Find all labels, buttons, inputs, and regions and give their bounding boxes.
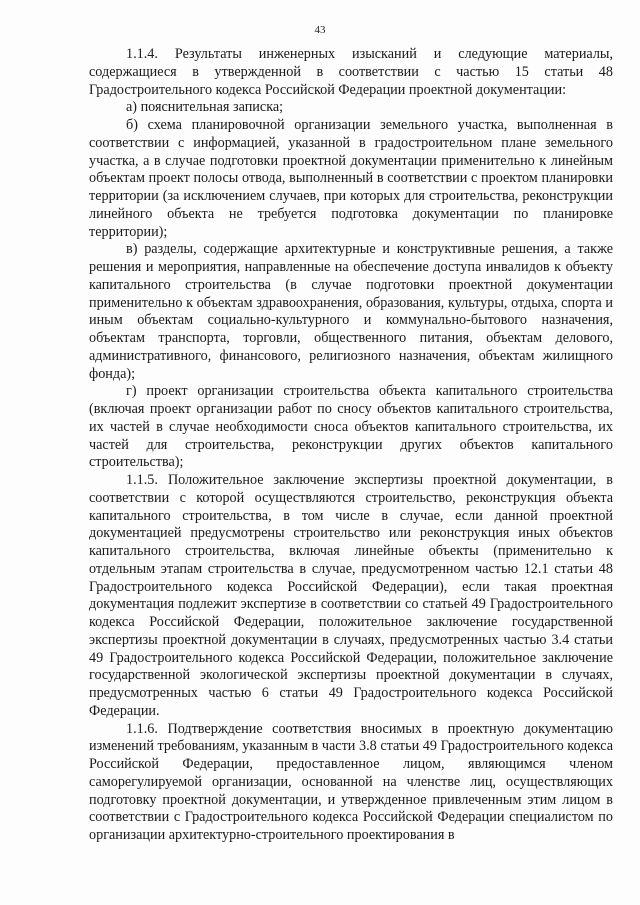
paragraph-item-v: в) разделы, содержащие архитектурные и конструктивные решения, а также решения и мероприятия, направленные на обеспечение доступа инвалидов к объекту капитального строительства (в случае подготовки проектной документации применительно к объектам здравоохранения, образования, культуры, отдыха, спорта и иным объектам социально-культурного и коммунально-бытового назначения, объектам транспорта, торговли, общественного питания, объектам делового, административного, финансового, религиозного назначения, объектам жилищного фонда); — [89, 241, 613, 382]
paragraph-item-g: г) проект организации строительства объекта капитального строительства (включая проект организации работ по сносу объектов капитального строительства, их частей в случае необходимости сноса объектов капитального строительства, их частей для строительства, реконструкции других объектов капитального строительства); — [89, 383, 613, 471]
paragraph-1-1-6: 1.1.6. Подтверждение соответствия вносимых в проектную документацию изменений требованиям, указанным в части 3.8 статьи 49 Градостроительного кодекса Российской Федерации, предоставленное лицом, являющимся членом саморегулируемой организации, основанной на членстве лиц, осуществляющих подготовку проектной документации, и утвержденное привлеченным этим лицом в соответствии с Градостроительного кодекса Российской Федерации специалистом по организации архитектурно-строительного проектирования в — [89, 720, 613, 843]
paragraph-item-a: а) пояснительная записка; — [126, 99, 284, 116]
document-body — [89, 46, 613, 845]
paragraph-1-1-5: 1.1.5. Положительное заключение экспертизы проектной документации, в соответствии с которой осуществляются строительство, реконструкция объекта капитального строительства, в том числе в случае, если данной проектной документацией предусмотрены строительство или реконструкция иных объектов капитального строительства, включая линейные объекты (применительно к отдельным этапам строительства в случае, предусмотренном частью 12.1 статьи 48 Градостроительного кодекса Российской Федерации), если такая проектная документация подлежит экспертизе в соответствии со статьей 49 Градостроительного кодекса Российской Федерации, положительное заключение государственной экспертизы проектной документации в случаях, предусмотренных частью 3.4 статьи 49 Градостроительного кодекса Российской Федерации, положительное заключение государственной экологической экспертизы проектной документации в случаях, предусмотренных частью 6 статьи 49 Градостроительного кодекса Российской Федерации. — [89, 472, 613, 719]
paragraph-1-1-4: 1.1.4. Результаты инженерных изысканий и следующие материалы, содержащиеся в утвержденной в соответствии с частью 15 статьи 48 Градостроительного кодекса Российской Федерации проектной документации: — [89, 46, 613, 98]
page-number: 43 — [314, 24, 326, 36]
paragraph-item-b: б) схема планировочной организации земельного участка, выполненная в соответствии с информацией, указанной в градостроительном плане земельного участка, а в случае подготовки проектной документации применительно к линейным объектам проект полосы отвода, выполненный в соответствии с проектом планировки территории (за исключением случаев, при которых для строительства, реконструкции линейного объекта не требуется подготовка документации по планировке территории); — [89, 117, 613, 240]
